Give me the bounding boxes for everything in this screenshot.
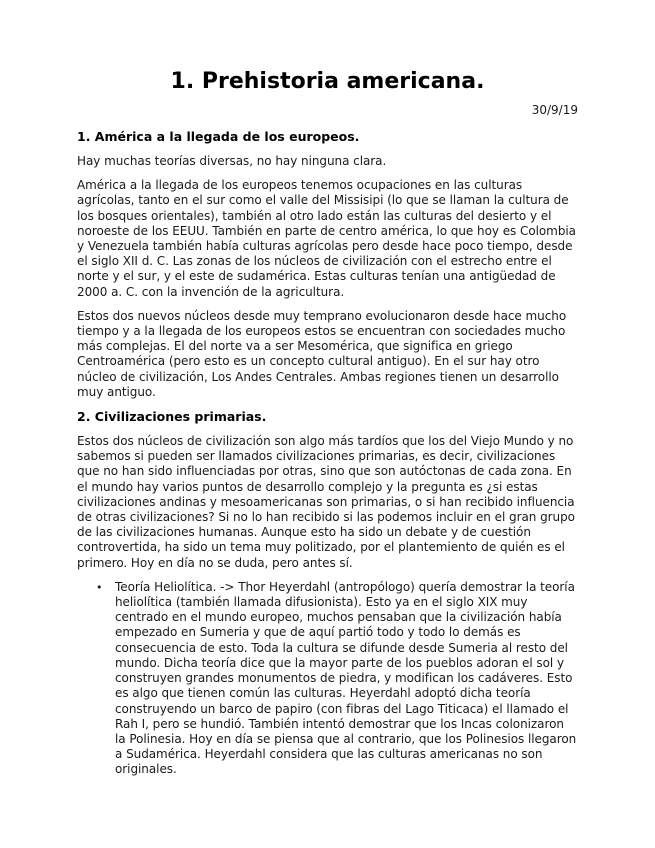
bullet-text: Teoría Heliolítica. -> Thor Heyerdahl (antropólogo) quería demostrar la teoría heliolítica (también llamada difusionista). Esto ya en el siglo XIX muy centrado en el mundo europeo, muchos pensaban que la civilización había empezado en Sumeria y que de aquí partió todo y todo lo demás es consecuencia de esto. Toda la cultura se difunde desde Sumeria al resto del mundo. Dicha teoría dice que la mayor parte de los pueblos adoran el sol y construyen grandes monumentos de piedra, y modifican los cadáveres. Esto es algo que tienen común las culturas. Heyerdahl adoptó dicha teoría construyendo un barco de papiro (con fibras del Lago Titicaca) el llamado el Rah I, pero se hundió. También intentó demostrar que los Incas colonizaron la Polinesia. Hoy en día se piensa que al contrario, que los Polinesios llegaron a Sudamérica. Heyerdahl considera que las culturas americanas no son originales. bbox=[115, 579, 577, 777]
section-heading: 2. Civilizaciones primarias. bbox=[77, 409, 267, 425]
page-title: 1. Prehistoria americana. bbox=[170, 69, 485, 94]
list-item bbox=[96, 579, 578, 778]
section-heading: 1. América a la llegada de los europeos. bbox=[77, 129, 360, 144]
bullet-list bbox=[77, 580, 578, 778]
section-america-llegada bbox=[77, 129, 578, 400]
section-civilizaciones-primarias bbox=[77, 409, 578, 777]
paragraph: Hay muchas teorías diversas, no hay ninguna clara. bbox=[77, 154, 387, 168]
document-date: 30/9/19 bbox=[531, 103, 578, 117]
paragraph: Estos dos nuevos núcleos desde muy temprano evolucionaron desde hace mucho tiempo y a la llegada de los europeos estos se encuentran con sociedades mucho más complejas. El del norte va a ser Mesomérica, que significa en griego Centroamérica (pero esto es un concepto cultural antiguo). En el sur hay otro núcleo de civilización, Los Andes Centrales. Ambas regiones tienen un desarrollo muy antiguo. bbox=[77, 308, 567, 399]
bullet-icon: • bbox=[96, 580, 103, 594]
paragraph: América a la llegada de los europeos tenemos ocupaciones en las culturas agrícolas, tanto en el sur como el valle del Missisipi (lo que se llaman la cultura de los bosques orientales), también al otro lado están las culturas del desierto y el noroeste de los EEUU. También en parte de centro américa, lo que hoy es Colombia y Venezuela también había culturas agrícolas pero desde hace poco tiempo, desde el siglo XII d. C. Las zonas de los núcleos de civilización con el estrecho entre el norte y el sur, y el este de sudamérica. Estas culturas tenían una antigüedad de 2000 a. C. con la invención de la agricultura. bbox=[77, 178, 576, 299]
paragraph: Estos dos núcleos de civilización son algo más tardíos que los del Viejo Mundo y no sabemos si pueden ser llamados civilizaciones primarias, es decir, civilizaciones que no han sido influenciadas por otras, sino que son autóctonas de cada zona. En el mundo hay varios puntos de desarrollo complejo y la pregunta es ¿si estas civilizaciones andinas y mesoamericanas son primarias, o si han recibido influencia de otras civilizaciones? Si no lo han recibido si las podemos incluir en el gran grupo de las civilizaciones humanas. Aunque esto ha sido un debate y de cuestión controvertida, ha sido un tema muy politizado, por el plantemiento de quién es el primero. Hoy en día no se duda, pero antes sí. bbox=[77, 434, 575, 570]
